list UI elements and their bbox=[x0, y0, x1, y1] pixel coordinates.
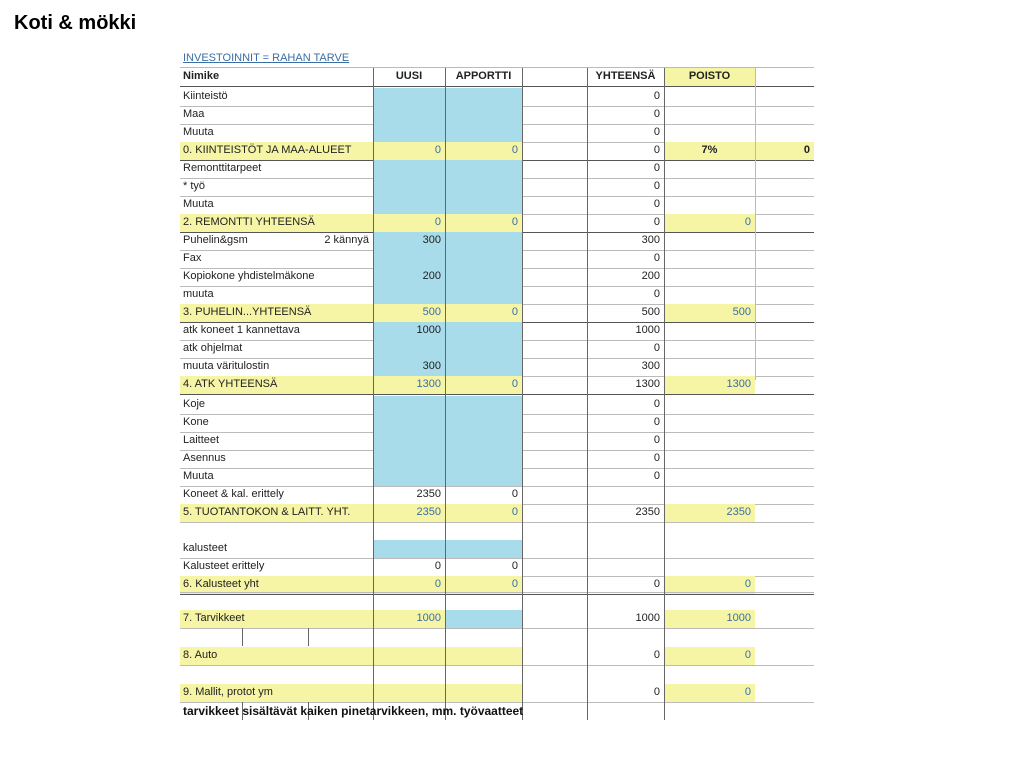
cell-yhteensa: 1300 bbox=[635, 378, 660, 390]
cell-yhteensa: 0 bbox=[653, 216, 660, 228]
cell-yhteensa: 0 bbox=[653, 162, 660, 174]
row-label: Puhelin&gsm bbox=[183, 234, 248, 246]
cell-uusi[interactable]: 2350 bbox=[373, 504, 445, 522]
cell-poisto: 7% bbox=[664, 142, 755, 160]
grid-line bbox=[373, 68, 374, 720]
cell-poisto bbox=[664, 160, 755, 178]
header-apportti: APPORTTI bbox=[455, 70, 512, 82]
cell-apportti[interactable] bbox=[445, 322, 522, 340]
cell-uusi[interactable] bbox=[373, 450, 445, 468]
cell-apportti[interactable]: 0 bbox=[445, 214, 522, 232]
grid-line bbox=[755, 68, 756, 380]
header-nimike: Nimike bbox=[183, 70, 220, 82]
cell-uusi[interactable] bbox=[373, 88, 445, 106]
row-label: 3. PUHELIN...YHTEENSÄ bbox=[180, 304, 373, 322]
cell-uusi[interactable]: 0 bbox=[373, 576, 445, 594]
cell-apportti[interactable] bbox=[445, 124, 522, 142]
cell-yhteensa bbox=[587, 540, 664, 558]
grid-line bbox=[308, 628, 309, 646]
cell-yhteensa: 1000 bbox=[635, 324, 660, 336]
cell-poisto bbox=[664, 450, 755, 468]
cell-yhteensa: 300 bbox=[641, 360, 660, 372]
cell-apportti[interactable] bbox=[445, 196, 522, 214]
cell-uusi[interactable] bbox=[373, 124, 445, 142]
cell-poisto bbox=[664, 88, 755, 106]
cell-yhteensa: 0 bbox=[653, 288, 660, 300]
header-uusi: UUSI bbox=[395, 70, 423, 82]
cell-yhteensa: 0 bbox=[653, 144, 660, 156]
row-label: 0. KIINTEISTÖT JA MAA-ALUEET bbox=[180, 142, 373, 160]
cell-uusi[interactable] bbox=[373, 286, 445, 304]
cell-yhteensa: 0 bbox=[653, 470, 660, 482]
cell-apportti[interactable]: 0 bbox=[445, 576, 522, 594]
cell-poisto: 500 bbox=[664, 304, 755, 322]
cell-apportti[interactable]: 0 bbox=[445, 504, 522, 522]
row-label: kalusteet bbox=[183, 542, 228, 554]
cell-poisto bbox=[664, 232, 755, 250]
cell-uusi[interactable]: 1300 bbox=[373, 376, 445, 394]
cell-yhteensa: 0 bbox=[653, 252, 660, 264]
row-label: Muuta bbox=[183, 198, 214, 210]
row-note: 2 kännyä bbox=[324, 234, 369, 246]
row-label: muuta väritulostin bbox=[183, 360, 270, 372]
grid-line bbox=[180, 394, 814, 395]
cell-poisto bbox=[664, 414, 755, 432]
grid-line bbox=[180, 628, 814, 629]
cell-yhteensa: 0 bbox=[653, 686, 660, 698]
row-label: muuta bbox=[183, 288, 214, 300]
cell-apportti[interactable]: 0 bbox=[511, 560, 518, 572]
cell-poisto bbox=[664, 468, 755, 486]
cell-apportti[interactable] bbox=[445, 250, 522, 268]
cell-poisto bbox=[664, 540, 755, 558]
grid-line bbox=[445, 68, 446, 720]
row-label: 7. Tarvikkeet bbox=[180, 610, 373, 628]
cell-poisto bbox=[664, 396, 755, 414]
cell-apportti[interactable] bbox=[445, 340, 522, 358]
cell-yhteensa: 0 bbox=[653, 198, 660, 210]
cell-apportti[interactable] bbox=[445, 396, 522, 414]
cell-apportti[interactable] bbox=[445, 432, 522, 450]
cell-apportti[interactable] bbox=[445, 160, 522, 178]
cell-apportti[interactable] bbox=[445, 450, 522, 468]
footer-note: tarvikkeet sisältävät kaiken pinetarvikkeen, mm. työvaatteet bbox=[183, 704, 524, 718]
cell-yhteensa: 0 bbox=[653, 108, 660, 120]
cell-poisto bbox=[664, 322, 755, 340]
cell-uusi[interactable] bbox=[373, 340, 445, 358]
row-label: Fax bbox=[183, 252, 202, 264]
cell-uusi[interactable] bbox=[373, 414, 445, 432]
cell-poisto: 0 bbox=[664, 684, 755, 702]
row-label: Koje bbox=[183, 398, 206, 410]
cell-uusi[interactable]: 500 bbox=[373, 304, 445, 322]
cell-yhteensa: 0 bbox=[653, 452, 660, 464]
cell-yhteensa: 500 bbox=[641, 306, 660, 318]
cell-poisto: 1300 bbox=[664, 376, 755, 394]
cell-uusi[interactable]: 2350 bbox=[416, 488, 441, 500]
grid-line bbox=[180, 592, 814, 593]
cell-uusi[interactable] bbox=[373, 178, 445, 196]
cell-yhteensa: 0 bbox=[653, 578, 660, 590]
row-label: * työ bbox=[183, 180, 206, 192]
cell-apportti[interactable]: 0 bbox=[511, 488, 518, 500]
cell-poisto bbox=[664, 178, 755, 196]
grid-line bbox=[522, 68, 523, 720]
header-yhteensa: YHTEENSÄ bbox=[595, 70, 656, 82]
cell-apportti[interactable] bbox=[445, 232, 522, 250]
sheet-link[interactable]: INVESTOINNIT = RAHAN TARVE bbox=[183, 52, 350, 64]
cell-poisto: 0 bbox=[664, 576, 755, 594]
row-label: Asennus bbox=[183, 452, 226, 464]
grid-line bbox=[180, 594, 814, 595]
row-label: Muuta bbox=[183, 126, 214, 138]
cell-yhteensa: 0 bbox=[653, 180, 660, 192]
cell-poisto bbox=[664, 250, 755, 268]
cell-yhteensa: 1000 bbox=[635, 612, 660, 624]
cell-yhteensa: 0 bbox=[653, 90, 660, 102]
cell-uusi[interactable]: 300 bbox=[373, 232, 445, 250]
row-label: 9. Mallit, protot ym bbox=[180, 684, 373, 702]
cell-poisto: 2350 bbox=[664, 504, 755, 522]
cell-uusi[interactable] bbox=[373, 540, 445, 558]
cell-uusi[interactable] bbox=[373, 684, 445, 702]
cell-poisto bbox=[664, 106, 755, 124]
row-label: Kalusteet erittely bbox=[183, 560, 265, 572]
cell-apportti[interactable] bbox=[445, 610, 522, 628]
row-label: Maa bbox=[183, 108, 205, 120]
page-title: Koti & mökki bbox=[14, 12, 137, 34]
row-label: Kopiokone yhdistelmäkone bbox=[183, 270, 315, 282]
cell-uusi[interactable]: 300 bbox=[373, 358, 445, 376]
cell-poisto bbox=[664, 340, 755, 358]
cell-uusi[interactable]: 0 bbox=[434, 560, 441, 572]
cell-poisto bbox=[664, 286, 755, 304]
cell-poisto: 1000 bbox=[664, 610, 755, 628]
cell-yhteensa: 0 bbox=[653, 398, 660, 410]
cell-uusi[interactable] bbox=[373, 250, 445, 268]
cell-poisto bbox=[664, 124, 755, 142]
grid-line bbox=[180, 86, 814, 87]
cell-yhteensa: 0 bbox=[653, 649, 660, 661]
cell-poisto bbox=[664, 358, 755, 376]
row-label: atk ohjelmat bbox=[183, 342, 243, 354]
cell-extra: 0 bbox=[755, 142, 814, 160]
cell-yhteensa: 0 bbox=[653, 342, 660, 354]
cell-apportti[interactable]: 0 bbox=[445, 142, 522, 160]
cell-uusi[interactable] bbox=[373, 647, 445, 665]
cell-uusi[interactable]: 0 bbox=[373, 214, 445, 232]
row-label: Kone bbox=[183, 416, 209, 428]
cell-yhteensa: 2350 bbox=[635, 506, 660, 518]
cell-uusi[interactable] bbox=[373, 468, 445, 486]
cell-poisto bbox=[664, 432, 755, 450]
grid-line bbox=[587, 68, 588, 720]
cell-yhteensa: 0 bbox=[653, 434, 660, 446]
cell-uusi[interactable] bbox=[373, 432, 445, 450]
cell-poisto bbox=[664, 196, 755, 214]
cell-apportti[interactable]: 0 bbox=[445, 304, 522, 322]
cell-poisto bbox=[664, 268, 755, 286]
grid-line bbox=[664, 68, 665, 720]
cell-uusi[interactable]: 200 bbox=[373, 268, 445, 286]
cell-apportti[interactable]: 0 bbox=[445, 376, 522, 394]
cell-apportti[interactable] bbox=[445, 468, 522, 486]
row-label: Koneet & kal. erittely bbox=[183, 488, 284, 500]
grid-line bbox=[180, 522, 814, 523]
spreadsheet bbox=[180, 48, 814, 720]
cell-apportti[interactable] bbox=[445, 358, 522, 376]
cell-poisto: 0 bbox=[664, 214, 755, 232]
grid-line bbox=[180, 665, 814, 666]
row-label: Muuta bbox=[183, 470, 214, 482]
cell-poisto bbox=[664, 486, 755, 504]
cell-apportti[interactable] bbox=[445, 684, 522, 702]
header-poisto: POISTO bbox=[664, 68, 755, 86]
cell-poisto: 0 bbox=[664, 647, 755, 665]
cell-yhteensa: 0 bbox=[653, 126, 660, 138]
cell-apportti[interactable] bbox=[445, 414, 522, 432]
row-label: Remonttitarpeet bbox=[183, 162, 262, 174]
cell-poisto bbox=[664, 558, 755, 576]
cell-yhteensa bbox=[587, 558, 664, 576]
row-label: 4. ATK YHTEENSÄ bbox=[180, 376, 373, 394]
cell-yhteensa: 0 bbox=[653, 416, 660, 428]
cell-uusi[interactable] bbox=[373, 106, 445, 124]
cell-yhteensa: 200 bbox=[641, 270, 660, 282]
cell-uusi[interactable] bbox=[373, 396, 445, 414]
cell-yhteensa: 300 bbox=[641, 234, 660, 246]
cell-apportti[interactable] bbox=[445, 106, 522, 124]
cell-uusi[interactable]: 1000 bbox=[373, 322, 445, 340]
cell-apportti[interactable] bbox=[445, 88, 522, 106]
row-label: 6. Kalusteet yht bbox=[180, 576, 373, 594]
row-label: Laitteet bbox=[183, 434, 220, 446]
cell-apportti[interactable] bbox=[445, 286, 522, 304]
cell-apportti[interactable] bbox=[445, 268, 522, 286]
row-label: 2. REMONTTI YHTEENSÄ bbox=[180, 214, 373, 232]
cell-uusi[interactable] bbox=[373, 160, 445, 178]
cell-apportti[interactable] bbox=[445, 647, 522, 665]
row-label: 8. Auto bbox=[180, 647, 373, 665]
row-label: atk koneet 1 kannettava bbox=[183, 324, 300, 336]
cell-yhteensa bbox=[587, 486, 664, 504]
cell-apportti[interactable] bbox=[445, 178, 522, 196]
row-label: Kiinteistö bbox=[183, 90, 228, 102]
row-label: 5. TUOTANTOKON & LAITT. YHT. bbox=[180, 504, 373, 522]
cell-apportti[interactable] bbox=[445, 540, 522, 558]
cell-uusi[interactable] bbox=[373, 196, 445, 214]
grid-line bbox=[242, 628, 243, 646]
cell-uusi[interactable]: 1000 bbox=[373, 610, 445, 628]
cell-uusi[interactable]: 0 bbox=[373, 142, 445, 160]
